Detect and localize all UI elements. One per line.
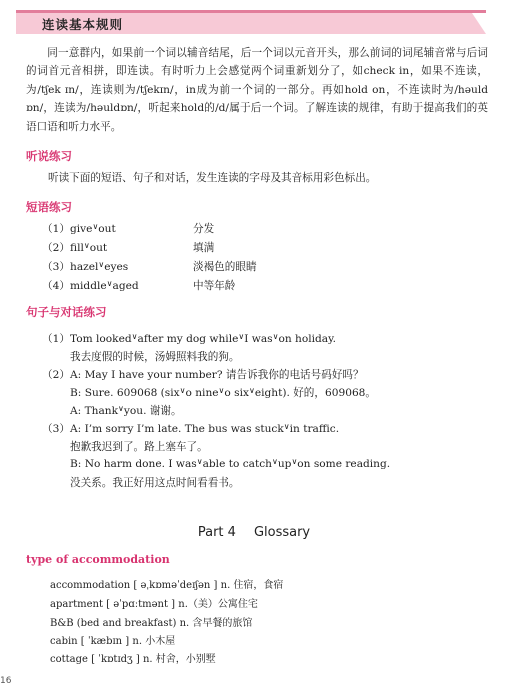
glossary-entry [50,632,175,647]
phrase-item [42,221,116,236]
glossary-ipa: [ əˌkɒməˈdeɪʃən ] [133,580,218,591]
phrase-number: （1） [42,223,70,235]
phrase-translation: 中等年龄 [193,280,236,292]
glossary-definition: n. 小木屋 [132,636,176,647]
link-mark: ∨ [83,241,90,250]
link-mark: ∨ [179,386,186,395]
intro-paragraph: 同一意群内，如果前一个词以辅音结尾，后一个词以元音开头，那么前词的词尾辅音常与后词的词首元音相拼，即连读。有时听力上会感觉两个词重新划分了，如check in，如果不连读，为/tʃek ɪn/，连读则为/tʃekɪn/，in成为前一个词的一部分。再如hold on，不连读时为/həuld ɒn/，连读为/həuldɒn/，听起来hold的/d/属于后一个词。了解连读的规律，有助于提高我们的英语口语和听力水平。 [26,47,488,133]
sentence-number: （2） [42,369,70,381]
part-heading [0,525,508,540]
sentence-text: A: Thank [70,405,119,417]
phrase-word: out [89,242,108,254]
sentence-text: in traffic. [289,423,340,435]
glossary-word: accommodation [50,580,131,591]
sentence-2 [42,367,364,382]
phrase-word: hazel [70,261,99,273]
sentence-text: A: I’m sorry I’m late. The bus was stuck [70,423,284,435]
sentence-3-reply [70,457,390,470]
listening-heading: 听说练习 [26,149,72,163]
link-mark: ∨ [196,457,203,466]
sentence-text: A: May I have your number? 请告诉我你的电话号码好吗？ [70,369,364,381]
phrase-number: （4） [42,280,70,292]
glossary-definition: n.（美）公寓住宅 [178,599,258,610]
link-mark: ∨ [272,332,279,341]
sentence-text: B: Sure. 609068 (six [70,387,180,399]
sentence-3 [42,421,339,436]
phrase-item [42,278,139,293]
glossary-entry [50,614,252,629]
glossary-ipa: [ ˈkæbɪn ] [80,636,130,647]
glossary-entry [50,650,216,665]
glossary-word: cottage [50,654,88,665]
sentence-3-translation-a: 抱歉我迟到了。路上塞车了。 [70,441,208,453]
sentence-text: on some reading. [297,458,391,470]
sentence-text: up [277,458,292,470]
phrase-word: eyes [104,261,129,273]
phrase-translation: 淡褐色的眼睛 [193,261,257,273]
link-mark: ∨ [106,279,113,288]
link-mark: ∨ [271,457,278,466]
link-mark: ∨ [238,332,245,341]
phrase-word: out [98,223,116,235]
phrase-item [42,240,107,255]
phrase-translation: 分发 [193,223,215,235]
glossary-entry [50,576,283,591]
sentence-text: I was [244,333,273,345]
glossary-definition: n. 住宿，食宿 [220,580,284,591]
phrase-word: fill [70,242,84,254]
sentence-text: after my dog while [137,333,239,345]
sentence-text: o six [224,387,249,399]
link-mark: ∨ [291,457,298,466]
sentence-2-reply [70,385,376,400]
sentence-number: （1） [42,333,70,345]
section-title: 连读基本规则 [42,17,124,32]
section-banner [16,10,486,34]
sentence-text: on holiday. [278,333,337,345]
glossary-ipa: [ ˈkɒtɪdʒ ] [91,654,140,665]
glossary-definition: n. 含早餐的旅馆 [179,618,253,629]
phrases-heading: 短语练习 [26,200,72,214]
link-mark: ∨ [118,404,124,413]
glossary-word: B&B (bed and breakfast) [50,618,177,629]
phrase-translation: 填满 [193,242,215,254]
link-mark: ∨ [131,332,138,341]
sentence-2-thanks [70,403,182,418]
link-mark: ∨ [218,386,225,395]
glossary-definition: n. 村舍，小别墅 [142,654,216,665]
sentence-text: you. 谢谢。 [123,405,182,417]
glossary-ipa: [ əˈpɑːtmənt ] [106,599,176,610]
sentence-text: B: No harm done. I was [70,458,197,470]
sentence-3-translation-b: 没关系。我正好用这点时间看看书。 [70,477,240,489]
sentences-heading: 句子与对话练习 [26,305,107,319]
phrase-number: （2） [42,242,70,254]
phrase-number: （3） [42,261,70,273]
link-mark: ∨ [92,222,99,231]
phrase-word: aged [112,280,139,292]
link-mark: ∨ [98,260,105,269]
glossary-entry [50,595,258,610]
glossary-word: cabin [50,636,78,647]
sentence-1 [42,331,336,346]
phrase-item [42,259,128,274]
part-label: Part 4 [197,525,236,540]
sentence-1-translation: 我去度假的时候，汤姆照料我的狗。 [70,351,240,363]
sentence-text: eight). 好的，609068。 [254,387,377,399]
page-number: 16 [0,676,12,686]
glossary-word: apartment [50,599,103,610]
sentence-number: （3） [42,423,70,435]
sentence-text: Tom looked [70,333,132,345]
listening-instruction: 听读下面的短语、句子和对话，发生连读的字母及其音标用彩色标出。 [48,172,377,184]
sentence-text: o nine [185,387,219,399]
link-mark: ∨ [283,422,290,431]
part-title: Glossary [253,525,311,540]
phrase-word: middle [70,280,107,292]
phrase-word: give [70,223,93,235]
glossary-heading: type of accommodation [26,553,170,566]
sentence-text: able to catch [202,458,272,470]
link-mark: ∨ [248,386,255,395]
